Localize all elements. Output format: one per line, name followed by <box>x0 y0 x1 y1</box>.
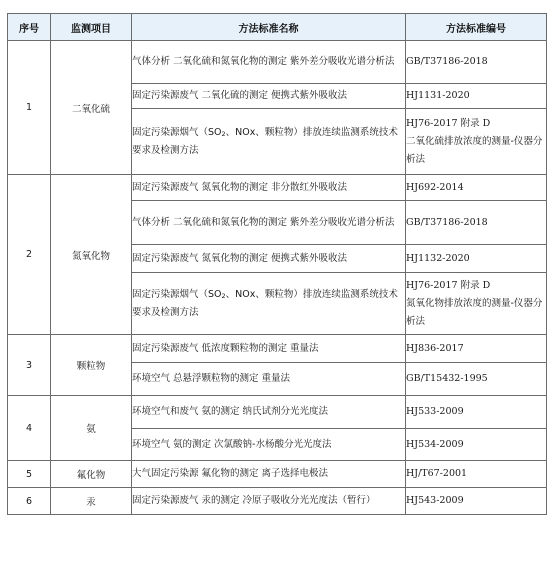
number-cell: HJ836-2017 <box>406 335 547 363</box>
item-cell: 汞 <box>51 488 132 515</box>
seq-cell: 3 <box>8 335 51 396</box>
header-method: 方法标准名称 <box>132 14 406 41</box>
method-cell: 气体分析 二氧化硫和氮氧化物的测定 紫外差分吸收光谱分析法 <box>132 41 406 84</box>
table-row <box>8 396 547 429</box>
seq-cell: 6 <box>8 488 51 515</box>
seq-cell: 1 <box>8 41 51 175</box>
seq-cell: 5 <box>8 461 51 488</box>
table-row <box>8 41 547 84</box>
method-cell: 环境空气和废气 氨的测定 纳氏试剂分光光度法 <box>132 396 406 429</box>
number-cell: GB/T37186-2018 <box>406 41 547 84</box>
number-cell <box>406 273 547 335</box>
header-number: 方法标准编号 <box>406 14 547 41</box>
method-text-post: 、NOx、颗粒物）排放连续监测系统技术要求及检测方法 <box>132 126 398 156</box>
number-cell: HJ543-2009 <box>406 488 547 515</box>
number-cell: HJ692-2014 <box>406 175 547 201</box>
item-cell: 颗粒物 <box>51 335 132 396</box>
method-cell: 固定污染源废气 低浓度颗粒物的测定 重量法 <box>132 335 406 363</box>
method-text-pre: 固定污染源烟气（SO <box>132 288 222 300</box>
number-cell: HJ1131-2020 <box>406 84 547 109</box>
method-cell: 环境空气 氨的测定 次氯酸钠-水杨酸分光光度法 <box>132 429 406 461</box>
standard-note: 氮氧化物排放浓度的测量-仪器分析法 <box>406 297 543 327</box>
table-header-row <box>8 14 547 41</box>
item-cell: 二氧化硫 <box>51 41 132 175</box>
item-cell: 氨 <box>51 396 132 461</box>
method-cell <box>132 273 406 335</box>
seq-cell: 2 <box>8 175 51 335</box>
table-row <box>8 461 547 488</box>
item-cell: 氮氧化物 <box>51 175 132 335</box>
method-cell: 气体分析 二氧化硫和氮氧化物的测定 紫外差分吸收光谱分析法 <box>132 201 406 245</box>
number-cell <box>406 109 547 175</box>
number-cell: GB/T15432-1995 <box>406 363 547 396</box>
method-cell: 固定污染源废气 汞的测定 冷原子吸收分光光度法（暂行） <box>132 488 406 515</box>
table-row <box>8 175 547 201</box>
seq-cell: 4 <box>8 396 51 461</box>
number-cell: HJ534-2009 <box>406 429 547 461</box>
item-cell: 氟化物 <box>51 461 132 488</box>
method-cell: 固定污染源废气 氮氧化物的测定 非分散红外吸收法 <box>132 175 406 201</box>
method-cell: 固定污染源废气 氮氧化物的测定 便携式紫外吸收法 <box>132 245 406 273</box>
number-cell: HJ1132-2020 <box>406 245 547 273</box>
subscript-2: 2 <box>221 291 226 300</box>
table-row <box>8 335 547 363</box>
method-cell: 环境空气 总悬浮颗粒物的测定 重量法 <box>132 363 406 396</box>
subscript-2: 2 <box>221 129 226 138</box>
header-seq: 序号 <box>8 14 51 41</box>
method-text-pre: 固定污染源烟气（SO <box>132 126 222 138</box>
standard-number: HJ76-2017 附录 D <box>406 279 491 291</box>
standard-note: 二氧化硫排放浓度的测量-仪器分析法 <box>406 135 543 165</box>
number-cell: HJ533-2009 <box>406 396 547 429</box>
number-cell: HJ/T67-2001 <box>406 461 547 488</box>
monitoring-methods-table <box>7 13 547 515</box>
number-cell: GB/T37186-2018 <box>406 201 547 245</box>
method-text-post: 、NOx、颗粒物）排放连续监测系统技术要求及检测方法 <box>132 288 398 318</box>
method-cell <box>132 109 406 175</box>
table-row <box>8 488 547 515</box>
method-cell: 大气固定污染源 氟化物的测定 离子选择电极法 <box>132 461 406 488</box>
standard-number: HJ76-2017 附录 D <box>406 117 491 129</box>
method-cell: 固定污染源废气 二氧化硫的测定 便携式紫外吸收法 <box>132 84 406 109</box>
header-item: 监测项目 <box>51 14 132 41</box>
